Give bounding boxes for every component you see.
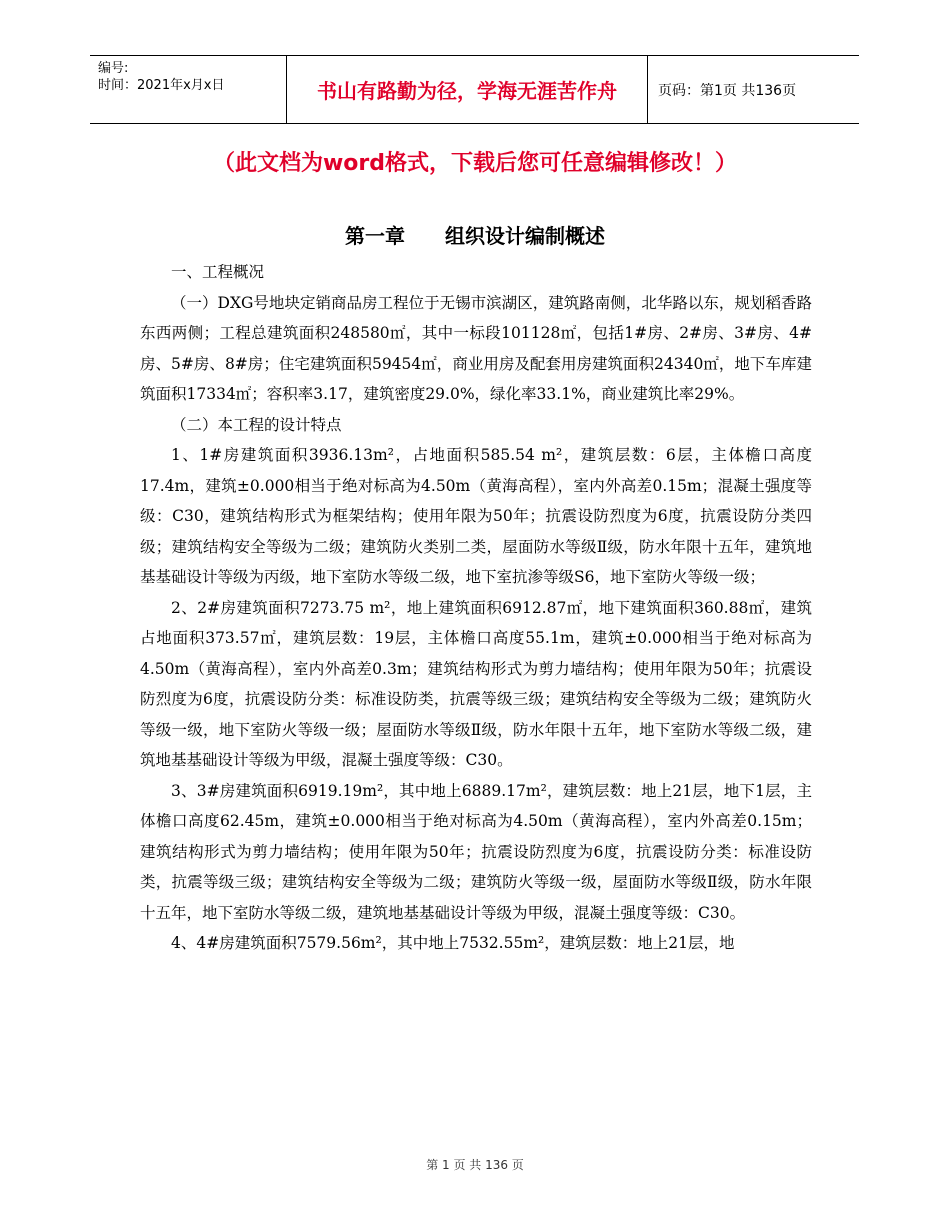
paragraph-building-3: 3、3#房建筑面积6919.19m²，其中地上6889.17m²，建筑层数：地上21层，地下1层，主体檐口高度62.45m，建筑±0.000相当于绝对标高为4.50m（黄海高程），室内外高差0.15m；建筑结构形式为剪力墙结构；使用年限为50年；抗震设防烈度为6度，抗震设防分类：标准设防类，抗震等级三级；建筑结构安全等级为二级；建筑防火等级一级，屋面防水等级Ⅱ级，防水年限十五年，地下室防水等级二级，建筑地基基础设计等级为甲级，混凝土强度等级：C30。 <box>140 781 812 922</box>
document-body <box>140 257 812 959</box>
page-footer: 第 1 页 共 136 页 <box>426 1158 524 1172</box>
section-heading-design-features: （二）本工程的设计特点 <box>171 415 342 434</box>
time-label: 时间：2021年x月x日 <box>98 78 225 93</box>
paragraph-project-overview: （一）DXG号地块定销商品房工程位于无锡市滨湖区，建筑路南侧，北华路以东，规划稻香路东西两侧；工程总建筑面积248580㎡，其中一标段101128㎡，包括1#房、2#房、3#房、4#房、5#房、8#房；住宅建筑面积59454㎡，商业用房及配套用房建筑面积24340㎡，地下车库建筑面积17334㎡；容积率3.17，建筑密度29.0%，绿化率33.1%，商业建筑比率29%。 <box>140 293 812 403</box>
paragraph-building-4: 4、4#房建筑面积7579.56m²，其中地上7532.55m²，建筑层数：地上21层，地 <box>171 934 735 952</box>
chapter-title: 组织设计编制概述 <box>445 224 605 248</box>
section-heading-overview: 一、工程概况 <box>171 263 265 281</box>
paragraph-building-1: 1、1#房建筑面积3936.13m²，占地面积585.54 m²，建筑层数：6层，主体檐口高度17.4m，建筑±0.000相当于绝对标高为4.50m（黄海高程），室内外高差0.15m；混凝土强度等级：C30，建筑结构形式为框架结构；使用年限为50年；抗震设防烈度为6度，抗震设防分类四级；建筑结构安全等级为二级；建筑防火类别二类，屋面防水等级Ⅱ级，防水年限十五年，建筑地基基础设计等级为丙级，地下室防水等级二级，地下室抗渗等级S6，地下室防火等级一级； <box>140 446 812 586</box>
header-meta <box>90 56 286 123</box>
paragraph-building-2: 2、2#房建筑面积7273.75 m²，地上建筑面积6912.87㎡，地下建筑面积360.88㎡，建筑占地面积373.57㎡，建筑层数：19层，主体檐口高度55.1m，建筑±0.000相当于绝对标高为4.50m（黄海高程），室内外高差0.3m；建筑结构形式为剪力墙结构；使用年限为50年；抗震设防烈度为6度，抗震设防分类：标准设防类，抗震等级三级；建筑结构安全等级为二级；建筑防火等级一级，地下室防火等级一级；屋面防水等级Ⅱ级，防水年限十五年，地下室防水等级二级，建筑地基基础设计等级为甲级，混凝土强度等级：C30。 <box>140 598 812 769</box>
page-header <box>90 55 859 124</box>
header-motto: 书山有路勤为径，学海无涯苦作舟 <box>286 56 648 123</box>
doc-number-label: 编号: <box>98 61 129 76</box>
chapter-heading <box>0 220 950 249</box>
chapter-number: 第一章 <box>345 224 405 248</box>
word-format-notice: （此文档为word格式，下载后您可任意编辑修改！） <box>212 151 738 176</box>
header-page-info: 页码：第1页 共136页 <box>658 82 797 99</box>
